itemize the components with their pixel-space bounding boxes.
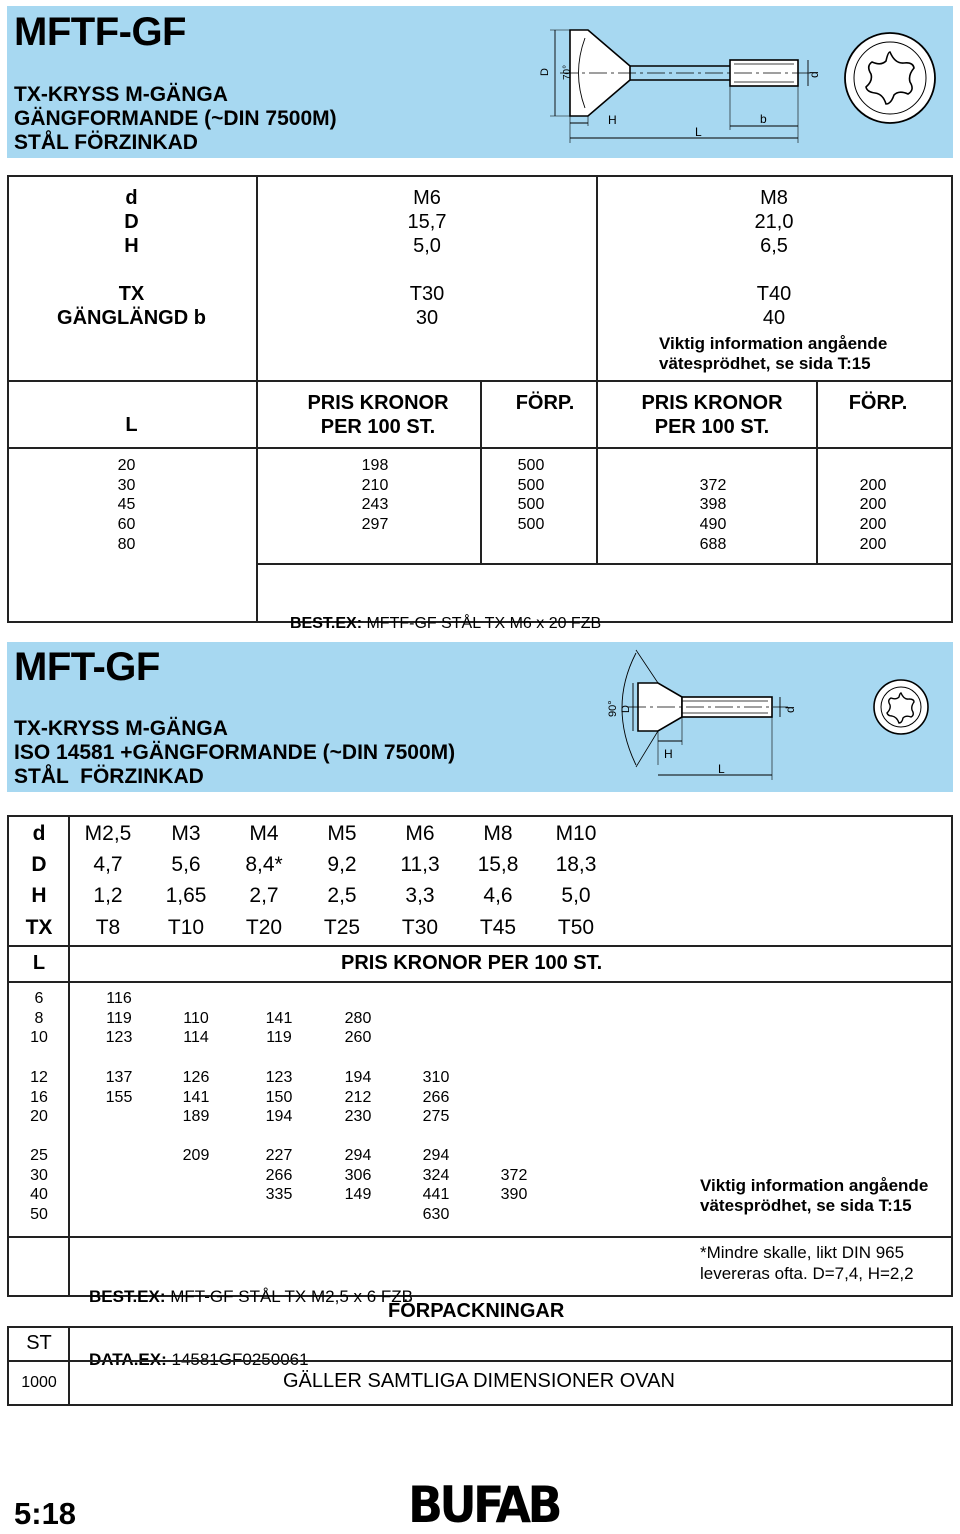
price-cell: 194 [344,1069,372,1086]
length-cell: 8 [34,1009,44,1027]
packaging-st-label: ST [26,1332,52,1354]
section1-subtitle: TX-KRYSS M-GÄNGA GÄNGFORMANDE (~DIN 7500M) STÅL FÖRZINKAD [14,83,337,154]
price-cell: 372 [500,1166,528,1184]
m6-forp-column: 500 500 500 500 [517,457,545,534]
m8-prices-column: 372 398 490 688 [699,476,727,553]
price-cell: 149 [344,1186,372,1204]
price-cell: 141 [182,1088,210,1106]
torx-head-icon [842,30,938,126]
section2-order-example: BEST.EX: MFT-GF STÅL TX M2,5 x 6 FZB [89,1287,414,1306]
price-cell: 212 [344,1088,372,1106]
price-cell: 116 [106,990,132,1007]
price-cell: 630 [422,1206,450,1224]
drawing2-label-d: d [783,706,797,713]
m8-forp-header: FÖRP. [848,392,908,414]
length-cell: 12 [30,1069,48,1086]
mft-screw-drawing [598,645,818,783]
price-cell: 123 [265,1069,293,1086]
spec-labels: d D H TX GÄNGLÄNGD b [57,187,206,329]
price-cell: 209 [182,1147,210,1164]
length-cell: 30 [30,1166,48,1184]
price-cell: 114 [183,1029,209,1047]
price-cell: 230 [344,1108,372,1126]
price-cell: 110 [183,1009,209,1027]
price-cell: 119 [106,1009,132,1027]
price-cell: 280 [344,1009,372,1027]
m8-price-header: PRIS KRONOR PER 100 ST. [641,392,783,438]
header-L: L [125,414,138,436]
price-cell: 227 [265,1147,293,1164]
drawing2-label-D: D [620,705,632,713]
spec-row-TX: TX T8 T10 T20 T25 T30 T45 T50 [25,916,595,939]
spec-row-d: d M2,5 M3 M4 M5 M6 M8 M10 [32,822,597,845]
m6-price-header: PRIS KRONOR PER 100 ST. [307,392,449,438]
length-cell: 40 [30,1186,48,1204]
drawing2-label-L: L [718,762,725,776]
page-number: 5:18 [14,1496,77,1531]
m6-spec-values: M6 15,7 5,0 T30 30 [407,187,447,329]
m6-forp-header: FÖRP. [515,392,575,414]
drawing2-label-angle: 90° [607,700,619,717]
drawing1-label-L: L [695,125,702,139]
section1-title: MFTF-GF [14,10,186,54]
mftf-screw-drawing [530,18,840,153]
drawing1-label-D: D [539,68,551,76]
m8-forp-column: 200 200 200 200 [859,476,887,553]
section1-info-note: Viktig information angående vätesprödhet, se sida T:15 [659,334,888,373]
price-cell: 155 [105,1088,133,1106]
price-cell: 119 [266,1029,292,1047]
section2-title: MFT-GF [14,645,160,689]
section1-order-example: BEST.EX: MFTF-GF STÅL TX M6 x 20 FZB [290,615,602,632]
length-cell: 25 [30,1147,48,1164]
drawing1-label-b: b [760,112,767,126]
price-cell: 137 [105,1069,133,1086]
price-cell: 335 [265,1186,293,1204]
m6-prices-column: 198 210 243 297 [361,457,389,534]
price-cell: 324 [422,1166,450,1184]
torx-small-head-icon [872,678,930,736]
length-cell: 50 [30,1206,48,1224]
length-cell: 20 [30,1108,48,1126]
spec-row-H: H 1,2 1,65 2,7 2,5 3,3 4,6 5,0 [31,884,591,907]
price-cell: 441 [422,1186,450,1204]
price-cell: 266 [265,1166,293,1184]
length-cell: 10 [30,1029,48,1047]
price-cell: 294 [422,1147,450,1164]
section2-price-header: PRIS KRONOR PER 100 ST. [341,952,603,974]
price-cell: 126 [182,1069,210,1086]
price-cell: 306 [344,1166,372,1184]
price-cell: 141 [265,1009,293,1027]
section2-subtitle: TX-KRYSS M-GÄNGA ISO 14581 +GÄNGFORMANDE (~DIN 7500M) STÅL FÖRZINKAD [14,717,456,788]
price-cell: 123 [105,1029,133,1047]
drawing1-label-d: d [807,71,821,78]
drawing1-label-angle: 70° [562,64,573,80]
price-cell: 294 [344,1147,372,1164]
packaging-table [7,1326,953,1406]
section2-L-label: L [32,952,46,974]
price-cell: 310 [422,1069,450,1086]
price-cell: 194 [265,1108,293,1126]
packaging-qty: 1000 [21,1374,57,1391]
length-cell: 6 [34,990,44,1007]
packaging-title: FÖRPACKNINGAR [388,1300,565,1322]
section2-footnote: *Mindre skalle, likt DIN 965 levereras ofta. D=7,4, H=2,2 [700,1243,914,1283]
price-cell: 189 [182,1108,210,1126]
price-cell: 275 [422,1108,450,1126]
section2-info-note: Viktig information angående vätesprödhet, se sida T:15 [700,1176,929,1215]
spec-row-D: D 4,7 5,6 8,4* 9,2 11,3 15,8 18,3 [31,853,597,876]
price-cell: 150 [265,1088,293,1106]
m8-spec-values: M8 21,0 6,5 T40 40 [754,187,794,329]
length-cell: 16 [30,1088,48,1106]
drawing1-label-H: H [608,113,617,127]
price-cell: 390 [500,1186,528,1204]
price-cell: 266 [422,1088,450,1106]
lengths-column: 20 30 45 60 80 [117,457,136,553]
drawing2-label-H: H [664,747,673,761]
packaging-text: GÄLLER SAMTLIGA DIMENSIONER OVAN [283,1370,675,1392]
price-cell: 260 [344,1029,372,1047]
bufab-logo: BUFAB [408,1476,559,1534]
